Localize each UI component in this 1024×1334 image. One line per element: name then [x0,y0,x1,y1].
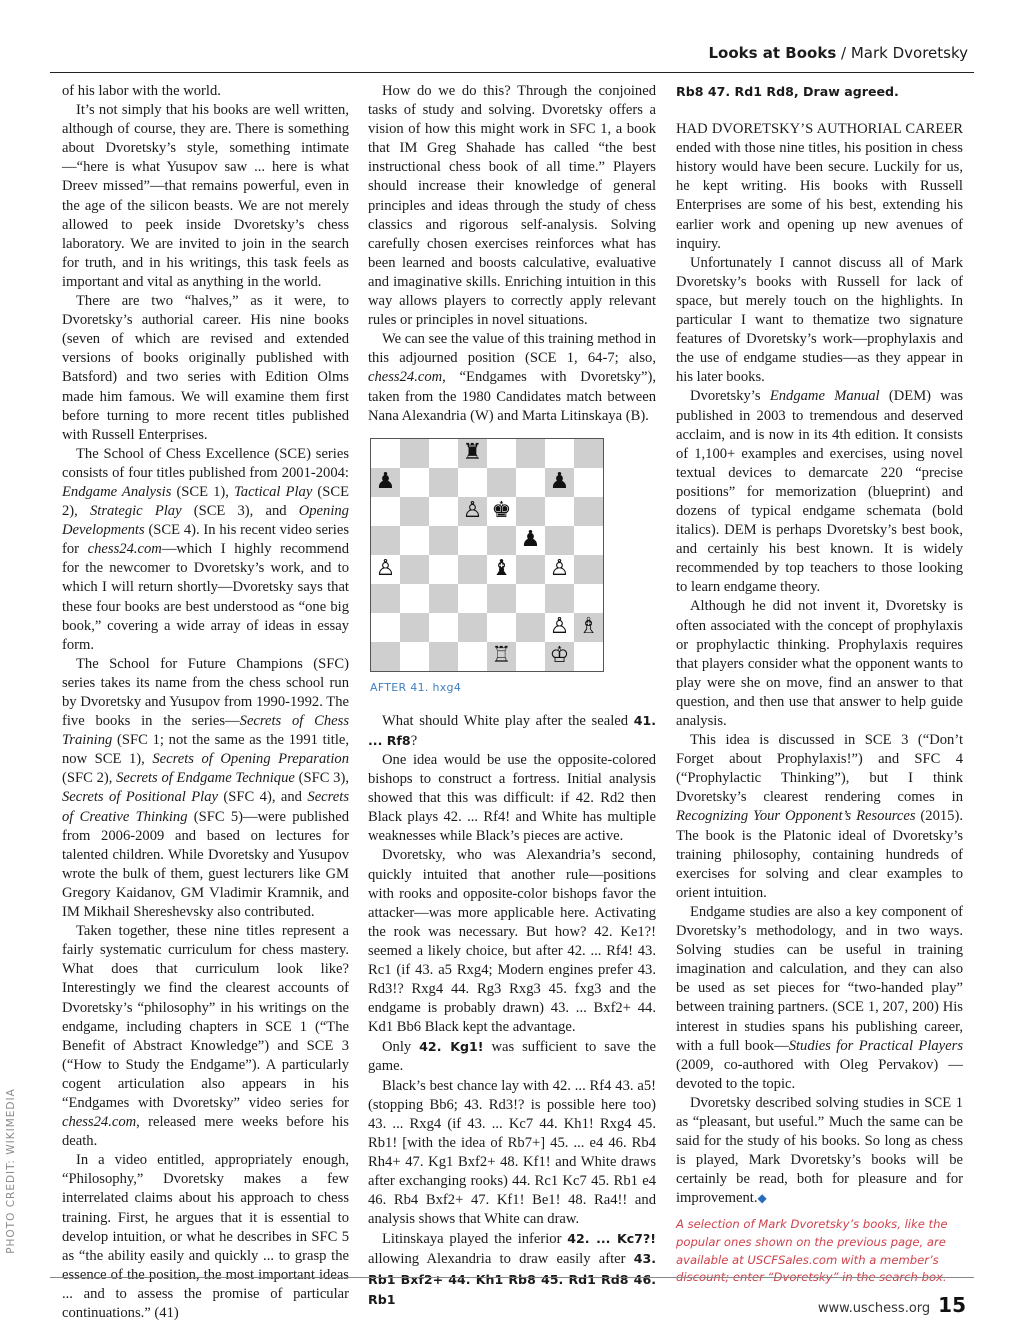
book-title: Secrets of Positional Play [62,789,218,806]
paragraph: Only 42. Kg1! was sufficient to save the game. [368,1039,656,1075]
paragraph: In a video entitled, appropriately enough, “Philosophy,” Dvoretsky makes a few interrelated claims about his approach to chess training. First, he argues that it is essential to develop intuition, or what he describes in SFC 5 as “the ability easily and quickly ... to grasp the essence of the position, the most important ideas ... and to assess the promise of particular continuations.” (41) [62,1152,349,1321]
square-g6 [545,497,574,526]
book-title: Secrets of Creative Thinking [62,789,350,825]
footer-divider [50,1277,974,1278]
book-title: Studies for Practical Players [788,1037,963,1054]
page-header [50,40,974,73]
square-e2 [487,613,516,642]
site-name: chess24.com [368,369,443,386]
book-title: Secrets of Opening Preparation [152,751,349,768]
square-f1 [516,642,545,671]
square-g5 [545,526,574,555]
square-g3 [545,584,574,613]
chess-move: 42. ... Kc7?! [567,1231,656,1247]
paragraph: It’s not simply that his books are well written, although of course, they are. There is something about Dvoretsky’s style, something intimate—“here is what Yusupov saw ... here is what Dreev missed”—that remains powerful, even in the age of the silicon beasts. We are not merely allowed to peek inside Dvoretsky’s chess laboratory. We are invited to join in the search for truth, and in his writings, this task feels as important and vital as anything in the world. [62,102,349,290]
square-a8 [371,439,400,468]
paragraph: of his labor with the world. [62,83,221,99]
square-h3 [574,584,603,613]
square-h2: ♗ [574,613,603,642]
square-g7: ♟ [545,468,574,497]
square-d7 [458,468,487,497]
paragraph: There are two “halves,” as it were, to Dvoretsky’s authorial career. His nine books (seven of which are revised and extended versions of books originally published with Batsford) and two series with Edition Olms made him famous. We will examine them first before turning to more recent titles published with Russell Enterprises. [62,293,349,443]
square-c3 [429,584,458,613]
square-e3 [487,584,516,613]
square-h5 [574,526,603,555]
book-title: Endgame Manual [769,388,880,405]
square-f3 [516,584,545,613]
square-e4: ♝ [487,555,516,584]
paragraph: What should White play after the sealed 41. ... Rf8? [368,712,656,749]
footer-url: www.uschess.org [817,1301,931,1316]
chess-move: Rb8 47. Rd1 Rd8, Draw agreed. [676,84,899,99]
page-number: 15 [938,1293,966,1317]
column-3 [676,82,963,1287]
square-g2: ♙ [545,613,574,642]
square-e8 [487,439,516,468]
square-f8 [516,439,545,468]
square-f2 [516,613,545,642]
square-h7 [574,468,603,497]
paragraph: Taken together, these nine titles represent a fairly systematic curriculum for chess mastery. What does that curriculum look like? Interestingly we find the clearest accounts of Dvoretsky’s “philosophy” in his writings on the endgame, including chapters in SCE 1 (“The Benefit of Abstract Knowledge”) and SCE 3 (“How to Study the Endgame”). A particularly cogent articulation also appears in his “Endgames with Dvoretsky” video series for chess24.com, released mere weeks before his death. [62,923,349,1150]
section-name: Looks at Books [708,44,837,62]
book-title: Secrets of Endgame Technique [116,770,295,787]
square-f6 [516,497,545,526]
square-e6: ♚ [487,497,516,526]
square-a5 [371,526,400,555]
diagram-caption: AFTER 41. hxg4 [370,680,462,694]
end-mark-icon: ◆ [757,1191,767,1206]
square-b1 [400,642,429,671]
site-name: chess24.com [62,1114,137,1131]
square-d2 [458,613,487,642]
square-c2 [429,613,458,642]
promo-note: A selection of Mark Dvoretsky’s books, like the popular ones shown on the previous page, are available at USCFSales.com with a member’s discount; enter “Dvoretsky” in the search box. [676,1217,948,1285]
photo-credit: PHOTO CREDIT: WIKIMEDIA [5,1088,17,1254]
square-h4 [574,555,603,584]
paragraph: One idea would be use the opposite-colored bishops to construct a fortress. Initial analysis showed that this was difficult: if 42. Rd2 then Black plays 42. ... Rf4! and White has multiple weaknesses while Black’s pieces are active. [368,751,656,845]
column-1 [62,82,349,1323]
paragraph: Dvoretsky’s Endgame Manual (DEM) was published in 2003 to tremendous and deserved acclaim, and is now in its 4th edition. It consists of 1,100+ examples and exercises, using novel textual devices to demarcate 220 “precise positions” for memorization (blueprint) and dozens of typical endgame schemata (bold italics). DEM is perhaps Dvoretsky’s best book, and certainly his best known. It is widely recommended by top teachers to those looking to learn endgame theory. [676,388,963,596]
site-name: chess24.com [87,541,162,558]
square-c6 [429,497,458,526]
book-title: Secrets of Chess Training [62,713,349,749]
square-h1 [574,642,603,671]
book-title: Endgame Analysis [62,483,172,500]
paragraph: Although he did not invent it, Dvoretsky is often associated with the concept of prophylaxis or prophylactic thinking. Prophylaxis requires that players consider what the opponent wants to play were she on move, find an answer to that question, and then use that answer to help guide analysis. [676,598,963,729]
paragraph: Dvoretsky described solving studies in SCE 1 as “pleasant, but useful.” Much the same can be said for the study of his books. So long as chess is played, Mark Dvoretsky’s books will be certainly be read, both for pleasure and for improvement.◆ [676,1094,963,1207]
book-title: Strategic Play [89,503,182,520]
square-b7 [400,468,429,497]
header-author: Mark Dvoretsky [850,44,968,62]
square-d6: ♙ [458,497,487,526]
paragraph: Black’s best chance lay with 42. ... Rf4 43. a5! (stopping Bb6; 43. Rd3!? is possible here too) 43. ... Rxg4 (if 43. ... Kc7 44. Kh1! Rxg4 45. Rb1! [with the idea of Rb7+] 45. ... e4 46. Rb4 Rh4+ 47. Kg1 Bxf2+ 48. Kf1! and White draws after exchanging rooks) 44. Rc1 Kc7 45. Rb1 e4 46. Rb4 Bxf2+ 47. Kf1! Be1! 48. Ra4!! and analysis shows that White can draw. [368,1077,656,1228]
column-2 [368,82,656,1310]
square-f5: ♟ [516,526,545,555]
paragraph: Dvoretsky, who was Alexandria’s second, quickly intuited that another rule—positions with rooks and opposite-color bishops favor the attacker—was more applicable here. Activating the rook was necessary. But how? 42. Ke1?! seemed a likely choice, but after 42. ... Rf4! 43. Rc1 (if 43. a5 Rxg4; Modern engines prefer 43. Rd3!? Rxg4 44. Rg3 Rxg3 45. fxg3 and the endgame is probably drawn) 43. ... Bxf2+ 44. Kd1 Bb6 Black kept the advantage. [368,847,656,1036]
square-c5 [429,526,458,555]
paragraph: Unfortunately I cannot discuss all of Mark Dvoretsky’s books with Russell for lack of space, but merely touch on the highlights. In particular I want to thematize two signature features of Dvoretsky’s work—prophylaxis and the use of endgame studies—as they appear in his later books. [676,254,963,386]
book-title: Recognizing Your Opponent’s Resources [676,808,916,825]
square-h6 [574,497,603,526]
paragraph: Litinskaya played the inferior 42. ... Kc7?! allowing Alexandria to draw easily after 43. Rb1 Bxf2+ 44. Kh1 Rb8 45. Rd1 Rd8 46. Rb1 [368,1231,656,1307]
paragraph: We can see the value of this training method in this adjourned position (SCE 1, 64-7; also, chess24.com, “Endgames with Dvoretsky”), taken from the 1980 Candidates match between Nana Alexandria (W) and Marta Litinskaya (B). [368,331,656,424]
square-d8: ♜ [458,439,487,468]
square-g4: ♙ [545,555,574,584]
square-b4 [400,555,429,584]
square-a6 [371,497,400,526]
square-f7 [516,468,545,497]
chess-move: 41. ... Rf8 [368,712,656,748]
square-d4 [458,555,487,584]
paragraph: This idea is discussed in SCE 3 (“Don’t Forget about Prophylaxis!”) and SFC 4 (“Prophylactic Thinking”), but I think Dvoretsky’s clearest rendering comes in Recognizing Your Opponent’s Resources (2015). The book is the Platonic ideal of Dvoretsky’s training philosophy, containing hundreds of exercises for solving and clear examples to orient intuition. [676,732,963,901]
square-c1 [429,642,458,671]
paragraph: HAD DVORETSKY’S AUTHORIAL CAREER ended with those nine titles, his position in chess history would have been secure. Luckily for us, he kept writing. His books with Russell Enterprises are some of his best, extending his earlier work and opening up new avenues of inquiry. [676,121,963,252]
paragraph: Endgame studies are also a key component of Dvoretsky’s methodology, and in two ways. Solving studies can be useful in training imagination and calculation, and they can also be used as set pieces for “two-handed play” between training partners. (SCE 1, 207, 200) His interest in studies spans his publishing career, with a full book—Studies for Practical Players (2009, co-authored with Oleg Pervakov) —devoted to the topic. [676,903,963,1092]
square-c7 [429,468,458,497]
square-b6 [400,497,429,526]
chess-move: 43. Rb1 Bxf2+ 44. Kh1 Rb8 45. Rd1 Rd8 46. Rb1 [368,1251,656,1307]
square-e5 [487,526,516,555]
running-head [708,44,968,62]
square-a3 [371,584,400,613]
paragraph: The School for Future Champions (SFC) series takes its name from the chess school run by Dvoretsky and Yusupov from 1990-1992. The five books in the series—Secrets of Chess Training (SFC 1; not the same as the 1991 title, now SCE 1), Secrets of Opening Preparation (SFC 2), Secrets of Endgame Technique (SFC 3), Secrets of Positional Play (SFC 4), and Secrets of Creative Thinking (SFC 5)—were published from 2006-2009 and based on lectures for talented children. While Dvoretsky and Yusupov wrote the bulk of them, guest lecturers like GM Gregory Kaidanov, GM Vladimir Kramnik, and IM Mikhail Shereshevsky also contributed. [62,655,350,921]
square-a7: ♟ [371,468,400,497]
square-c8 [429,439,458,468]
book-title: Tactical Play [234,483,313,500]
square-e7 [487,468,516,497]
square-b5 [400,526,429,555]
chess-board [370,438,604,672]
square-g8 [545,439,574,468]
square-b3 [400,584,429,613]
header-separator: / [836,44,851,62]
paragraph: The School of Chess Excellence (SCE) series consists of four titles published from 2001-2004: Endgame Analysis (SCE 1), Tactical Play (SCE 2), Strategic Play (SCE 3), and Opening Developments (SCE 4). In his recent video series for chess24.com—which I highly recommend for the newcomer to Dvoretsky’s work, and to which I will return shortly—Dvoretsky says that these four books are best understood as “one big book,” covering a wide array of ideas in essay form. [62,445,350,653]
square-g1: ♔ [545,642,574,671]
square-a2 [371,613,400,642]
page-footer [818,1293,966,1317]
book-title: Opening Developments [62,503,349,539]
square-f4 [516,555,545,584]
square-e1: ♖ [487,642,516,671]
square-h8 [574,439,603,468]
chess-diagram [370,438,602,697]
square-d1 [458,642,487,671]
square-a4: ♙ [371,555,400,584]
square-a1 [371,642,400,671]
square-d3 [458,584,487,613]
square-c4 [429,555,458,584]
paragraph: How do we do this? Through the conjoined tasks of study and solving. Dvoretsky offers a vision of how this might work in SFC 1, a book that IM Greg Shahade has called “the best instructional chess book of all time.” Players should increase their knowledge of general principles and ideas through the study of chess classics and rigorous self-analysis. Solving carefully chosen exercises reinforces what has been learned and boosts calculative, evaluative and imaginative skills. Enriching intuition in this way allows players to correctly apply relevant rules or principles in novel situations. [368,83,656,329]
square-b8 [400,439,429,468]
square-d5 [458,526,487,555]
paragraph [676,82,963,102]
square-b2 [400,613,429,642]
chess-move: 42. Kg1! [419,1039,484,1055]
